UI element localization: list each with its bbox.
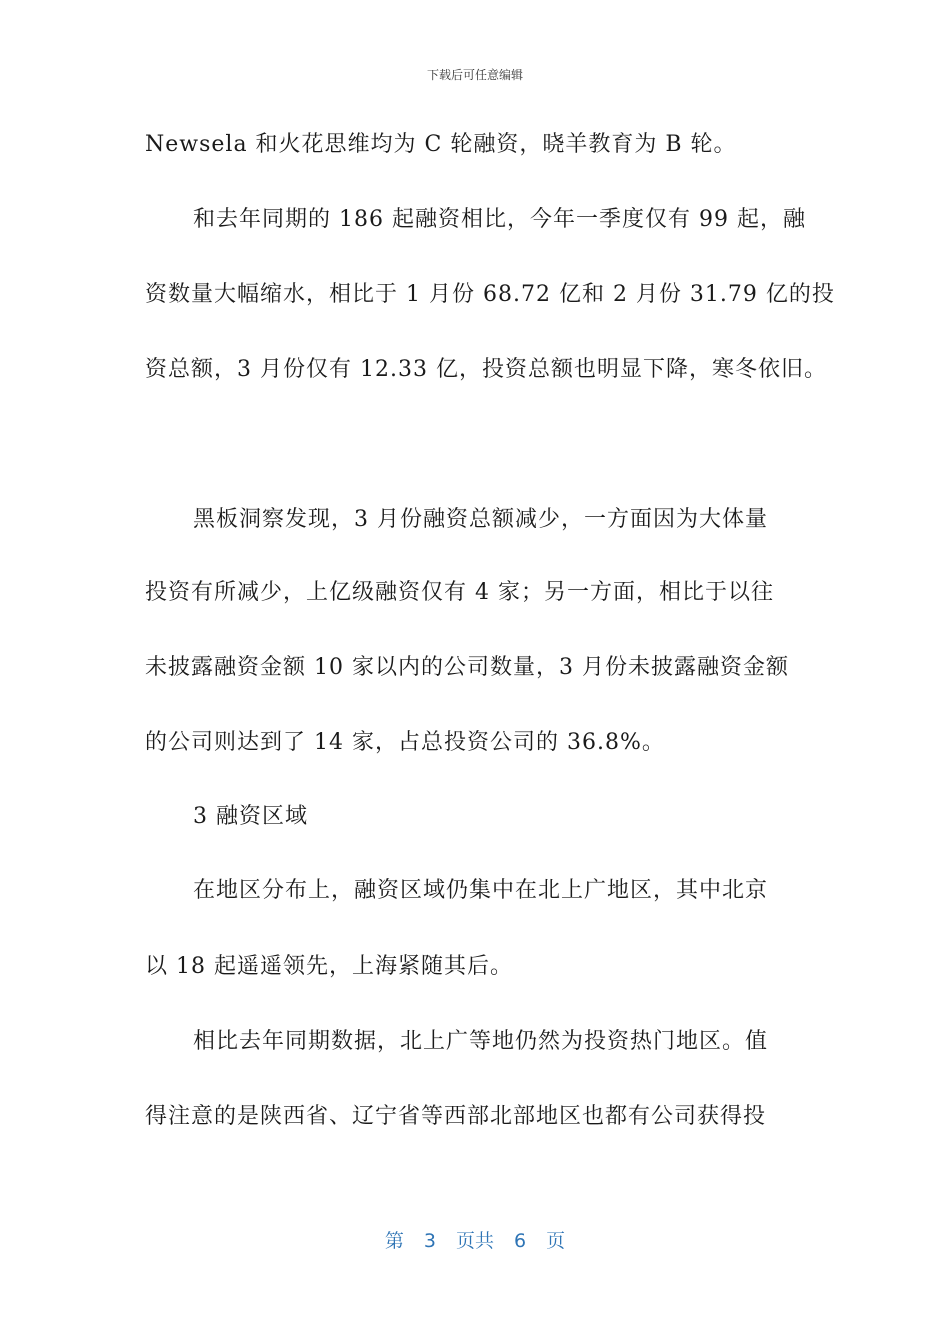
body-line: 投资有所减少，上亿级融资仅有 4 家；另一方面，相比于以往 <box>145 580 774 605</box>
body-line: 未披露融资金额 10 家以内的公司数量，3 月份未披露融资金额 <box>145 655 789 680</box>
body-line: 在地区分布上，融资区域仍集中在北上广地区，其中北京 <box>193 878 769 903</box>
body-line: 的公司则达到了 14 家，占总投资公司的 36.8%。 <box>145 730 665 755</box>
page-header: 下载后可任意编辑 <box>426 68 523 82</box>
section-heading: 3 融资区域 <box>193 804 308 829</box>
body-line: 得注意的是陕西省、辽宁省等西部北部地区也都有公司获得投 <box>145 1104 767 1129</box>
body-line: 资数量大幅缩水，相比于 1 月份 68.72 亿和 2 月份 31.79 亿的投 <box>145 282 835 307</box>
body-line: 资总额，3 月份仅有 12.33 亿，投资总额也明显下降，寒冬依旧。 <box>145 357 827 382</box>
body-line: 黑板洞察发现，3 月份融资总额减少，一方面因为大体量 <box>193 507 768 532</box>
body-line: 相比去年同期数据，北上广等地仍然为投资热门地区。值 <box>193 1029 769 1054</box>
page-footer: 第 3 页共 6 页 <box>384 1230 566 1252</box>
body-line: Newsela 和火花思维均为 C 轮融资，晓羊教育为 B 轮。 <box>145 132 737 157</box>
body-line: 和去年同期的 186 起融资相比，今年一季度仅有 99 起，融 <box>193 207 806 232</box>
body-line: 以 18 起遥遥领先，上海紧随其后。 <box>145 954 513 979</box>
